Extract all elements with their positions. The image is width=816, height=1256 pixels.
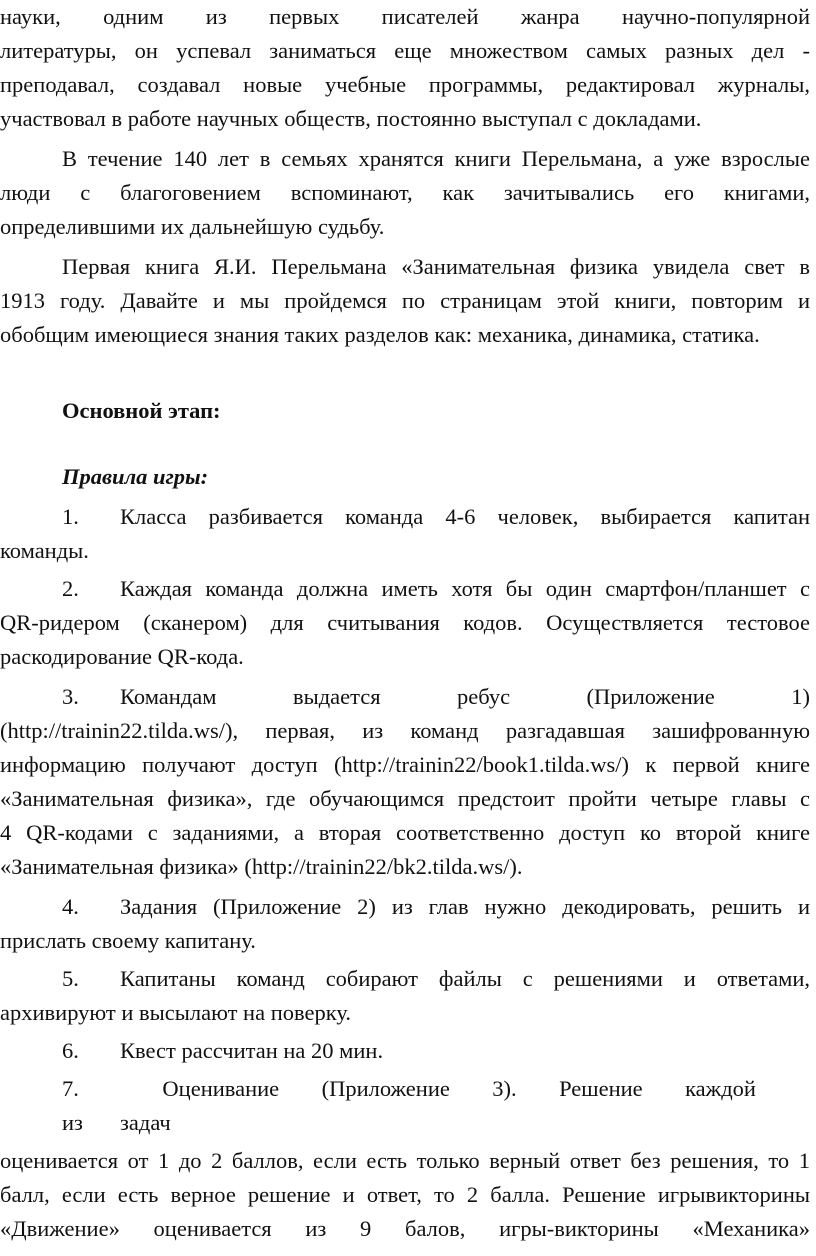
- list-item-text: Класса разбивается команда 4-6 человек, выбирается капитан: [120, 504, 810, 529]
- list-item-word: из: [62, 1110, 83, 1135]
- list-item-text: Каждая команда должна иметь хотя бы один смартфон/планшет с: [120, 576, 810, 601]
- list-item-first-line: [62, 890, 810, 924]
- list-item-text: Квест рассчитан на 20 мин.: [120, 1038, 384, 1063]
- section-heading: Основной этап:: [62, 398, 221, 423]
- text-line: участвовал в работе научных обществ, постоянно выступал с докладами.: [0, 106, 702, 131]
- list-item-word: (Приложение: [321, 1076, 450, 1101]
- text-line: [62, 1106, 810, 1140]
- list-item-first-line: [62, 1034, 810, 1068]
- list-item-first-line: [62, 500, 810, 534]
- text-line: информацию получают доступ (http://trainin22/book1.tilda.ws/) к первой книге: [0, 752, 810, 777]
- text-line: преподавал, создавал новые учебные программы, редактировал журналы,: [0, 72, 810, 97]
- list-item-first-line: [62, 962, 810, 996]
- list-number: 7.: [62, 1076, 79, 1101]
- list-number: 3.: [62, 684, 79, 709]
- list-number: 5.: [62, 966, 79, 991]
- text-line: оценивается от 1 до 2 баллов, если есть только верный ответ без решения, то 1: [0, 1148, 810, 1173]
- list-item-word: каждой: [685, 1076, 756, 1101]
- text-line: литературы, он успевал заниматься еще множеством самых разных дел -: [0, 38, 810, 63]
- list-item-first-line: [62, 572, 810, 606]
- text-line: «Движение» оценивается из 9 балов, игры-викторины «Механика»: [0, 1216, 810, 1241]
- text-line: обобщим имеющиеся знания таких разделов как: механика, динамика, статика.: [0, 322, 760, 347]
- list-item-first-line: [62, 1072, 756, 1106]
- text-line: прислать своему капитану.: [0, 928, 256, 953]
- list-number: 4.: [62, 894, 79, 919]
- text-line: В течение 140 лет в семьях хранятся книги Перельмана, а уже взрослые: [62, 146, 810, 171]
- list-item-word: Решение: [559, 1076, 643, 1101]
- list-item-word: Оценивание: [162, 1076, 280, 1101]
- text-line: балл, если есть верное решение и ответ, то 2 балла. Решение игрывикторины: [0, 1182, 810, 1207]
- list-item-text: Командам выдается ребус (Приложение 1): [120, 684, 810, 709]
- text-line: архивируют и высылают на поверку.: [0, 1000, 351, 1025]
- list-item-text: Задания (Приложение 2) из глав нужно декодировать, решить и: [120, 894, 810, 919]
- text-line: люди с благоговением вспоминают, как зачитывались его книгами,: [0, 180, 810, 205]
- text-line: определившими их дальнейшую судьбу.: [0, 214, 385, 239]
- text-line: (http://trainin22.tilda.ws/), первая, из команд разгадавшая зашифрованную: [0, 718, 810, 743]
- text-line: 1913 году. Давайте и мы пройдемся по страницам этой книги, повторим и: [0, 288, 810, 313]
- rules-heading: Правила игры:: [62, 464, 209, 489]
- text-line: «Занимательная физика», где обучающимся предстоит пройти четыре главы с: [0, 786, 810, 811]
- list-item-word: 3).: [492, 1076, 517, 1101]
- list-number: 1.: [62, 504, 79, 529]
- list-number: 6.: [62, 1038, 79, 1063]
- text-line: 4 QR-кодами с заданиями, а вторая соответственно доступ ко второй книге: [0, 820, 810, 845]
- list-item-text: Капитаны команд собирают файлы с решениями и ответами,: [120, 966, 810, 991]
- text-line: команды.: [0, 538, 89, 563]
- text-line: Первая книга Я.И. Перельмана «Занимательная физика увидела свет в: [62, 254, 810, 279]
- text-line: раскодирование QR-кода.: [0, 644, 244, 669]
- text-line: «Занимательная физика» (http://trainin22/bk2.tilda.ws/).: [0, 854, 523, 879]
- list-item-word: задач: [120, 1110, 171, 1135]
- text-line: науки, одним из первых писателей жанра научно-популярной: [0, 4, 810, 29]
- list-number: 2.: [62, 576, 79, 601]
- text-line: QR-ридером (сканером) для считывания кодов. Осуществляется тестовое: [0, 610, 810, 635]
- list-item-first-line: [62, 680, 810, 714]
